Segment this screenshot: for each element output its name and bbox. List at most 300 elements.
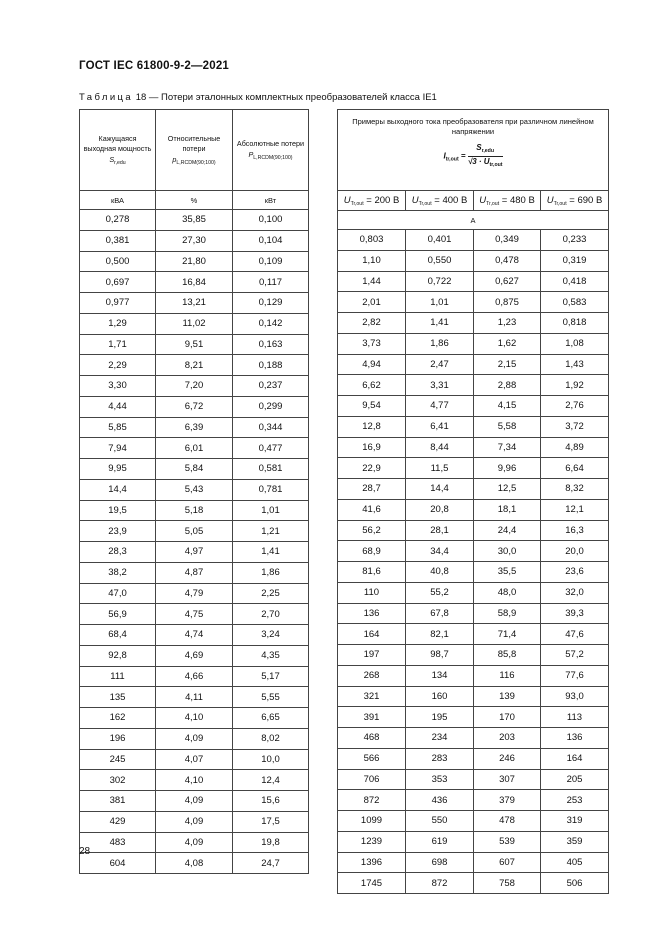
cell-current-480v: 7,34 — [474, 437, 541, 458]
cell-current-480v: 1,62 — [474, 333, 541, 354]
voltage-value: = 480 В — [501, 194, 535, 206]
cell-relative-losses: 4,69 — [156, 645, 233, 666]
header-voltage-400 — [406, 191, 474, 211]
table-row — [80, 749, 309, 770]
cell-current-480v: 478 — [474, 811, 541, 832]
cell-apparent-power: 381 — [80, 791, 156, 812]
table-row — [338, 562, 609, 583]
voltage-symbol: U — [479, 194, 487, 206]
cell-current-200v: 4,94 — [338, 354, 406, 375]
cell-current-400v: 0,722 — [406, 271, 474, 292]
table-row — [80, 251, 309, 272]
cell-apparent-power: 5,85 — [80, 417, 156, 438]
cell-current-200v: 1396 — [338, 852, 406, 873]
table-row — [338, 852, 609, 873]
cell-current-400v: 28,1 — [406, 520, 474, 541]
cell-current-690v: 205 — [541, 769, 609, 790]
table-row — [80, 708, 309, 729]
table-row — [338, 230, 609, 251]
cell-absolute-losses: 0,109 — [233, 251, 309, 272]
cell-absolute-losses: 0,781 — [233, 479, 309, 500]
header-apparent-power-text: Кажущаяся выходная мощность — [83, 134, 152, 153]
unit-kw: кВт — [233, 191, 309, 210]
cell-current-400v: 55,2 — [406, 582, 474, 603]
cell-current-400v: 67,8 — [406, 603, 474, 624]
cell-apparent-power: 1,71 — [80, 334, 156, 355]
header-absolute-losses-sub: L,RCDM(90;100) — [253, 155, 293, 161]
cell-current-690v: 47,6 — [541, 624, 609, 645]
header-absolute-losses — [233, 110, 309, 191]
cell-absolute-losses: 0,163 — [233, 334, 309, 355]
cell-relative-losses: 4,87 — [156, 562, 233, 583]
table-row — [80, 791, 309, 812]
cell-apparent-power: 4,44 — [80, 396, 156, 417]
table-row — [338, 292, 609, 313]
cell-current-200v: 6,62 — [338, 375, 406, 396]
cell-apparent-power: 0,381 — [80, 230, 156, 251]
cell-current-690v: 0,818 — [541, 313, 609, 334]
cell-apparent-power: 483 — [80, 832, 156, 853]
table-row — [338, 458, 609, 479]
cell-relative-losses: 11,02 — [156, 313, 233, 334]
cell-relative-losses: 4,74 — [156, 625, 233, 646]
cell-current-690v: 2,76 — [541, 396, 609, 417]
cell-current-690v: 4,89 — [541, 437, 609, 458]
cell-relative-losses: 27,30 — [156, 230, 233, 251]
cell-apparent-power: 7,94 — [80, 438, 156, 459]
cell-current-480v: 2,15 — [474, 354, 541, 375]
table-row — [338, 769, 609, 790]
cell-absolute-losses: 1,41 — [233, 542, 309, 563]
cell-absolute-losses: 0,117 — [233, 272, 309, 293]
cell-current-480v: 18,1 — [474, 499, 541, 520]
cell-current-480v: 1,23 — [474, 313, 541, 334]
cell-current-200v: 22,9 — [338, 458, 406, 479]
table-row — [338, 499, 609, 520]
cell-current-200v: 391 — [338, 707, 406, 728]
cell-relative-losses: 4,10 — [156, 708, 233, 729]
cell-absolute-losses: 0,477 — [233, 438, 309, 459]
cell-relative-losses: 6,01 — [156, 438, 233, 459]
cell-absolute-losses: 4,35 — [233, 645, 309, 666]
cell-current-480v: 35,5 — [474, 562, 541, 583]
cell-relative-losses: 4,11 — [156, 687, 233, 708]
output-current-table — [337, 109, 609, 894]
cell-current-200v: 566 — [338, 748, 406, 769]
cell-current-480v: 71,4 — [474, 624, 541, 645]
voltage-value: = 200 В — [366, 194, 400, 206]
table-row — [338, 271, 609, 292]
table-row — [338, 831, 609, 852]
table-row — [338, 416, 609, 437]
formula-equals: = — [460, 151, 466, 161]
cell-current-480v: 246 — [474, 748, 541, 769]
table-row — [338, 686, 609, 707]
cell-current-200v: 12,8 — [338, 416, 406, 437]
cell-current-200v: 706 — [338, 769, 406, 790]
cell-absolute-losses: 0,237 — [233, 376, 309, 397]
cell-current-480v: 139 — [474, 686, 541, 707]
table-row — [338, 250, 609, 271]
cell-current-400v: 872 — [406, 873, 474, 894]
header-relative-losses-text: Относительные потери — [167, 134, 221, 153]
cell-current-200v: 2,82 — [338, 313, 406, 334]
voltage-symbol: U — [546, 194, 554, 206]
table-row — [80, 832, 309, 853]
header-voltage-200 — [338, 191, 406, 211]
cell-relative-losses: 35,85 — [156, 210, 233, 231]
cell-current-480v: 116 — [474, 665, 541, 686]
cell-relative-losses: 4,75 — [156, 604, 233, 625]
unit-kva: кВА — [80, 191, 156, 210]
cell-current-400v: 619 — [406, 831, 474, 852]
cell-relative-losses: 6,39 — [156, 417, 233, 438]
cell-current-200v: 3,73 — [338, 333, 406, 354]
cell-absolute-losses: 0,104 — [233, 230, 309, 251]
cell-relative-losses: 7,20 — [156, 376, 233, 397]
table-row — [80, 645, 309, 666]
table-row — [338, 437, 609, 458]
cell-absolute-losses: 0,142 — [233, 313, 309, 334]
cell-current-480v: 4,15 — [474, 396, 541, 417]
cell-absolute-losses: 0,299 — [233, 396, 309, 417]
table-row — [80, 666, 309, 687]
cell-current-480v: 0,478 — [474, 250, 541, 271]
cell-absolute-losses: 3,24 — [233, 625, 309, 646]
formula-denominator: √3 · U — [467, 156, 490, 166]
table-row — [338, 333, 609, 354]
cell-absolute-losses: 2,70 — [233, 604, 309, 625]
cell-relative-losses: 5,84 — [156, 459, 233, 480]
cell-relative-losses: 4,79 — [156, 583, 233, 604]
table-row — [338, 665, 609, 686]
cell-current-480v: 9,96 — [474, 458, 541, 479]
cell-current-200v: 1,10 — [338, 250, 406, 271]
table-row — [80, 334, 309, 355]
table-row — [80, 230, 309, 251]
cell-current-400v: 20,8 — [406, 499, 474, 520]
cell-absolute-losses: 5,17 — [233, 666, 309, 687]
cell-current-690v: 32,0 — [541, 582, 609, 603]
table-row — [80, 355, 309, 376]
formula-lhs-sub: tr,out — [445, 156, 459, 163]
caption-text: 18 — Потери эталонных комплектных преобразователей класса IE1 — [135, 92, 437, 103]
cell-current-480v: 24,4 — [474, 520, 541, 541]
header-relative-losses-sub: L,RCDM(90;100) — [176, 160, 216, 166]
cell-relative-losses: 4,97 — [156, 542, 233, 563]
cell-current-690v: 1,43 — [541, 354, 609, 375]
cell-relative-losses: 6,72 — [156, 396, 233, 417]
header-relative-losses-symbol: p — [172, 155, 177, 164]
cell-absolute-losses: 1,21 — [233, 521, 309, 542]
cell-apparent-power: 0,500 — [80, 251, 156, 272]
cell-relative-losses: 4,09 — [156, 728, 233, 749]
cell-current-690v: 319 — [541, 811, 609, 832]
cell-absolute-losses: 19,8 — [233, 832, 309, 853]
cell-absolute-losses: 0,100 — [233, 210, 309, 231]
table-row — [338, 479, 609, 500]
cell-current-200v: 872 — [338, 790, 406, 811]
cell-relative-losses: 5,43 — [156, 479, 233, 500]
cell-apparent-power: 245 — [80, 749, 156, 770]
cell-current-200v: 164 — [338, 624, 406, 645]
cell-apparent-power: 0,278 — [80, 210, 156, 231]
cell-apparent-power: 2,29 — [80, 355, 156, 376]
voltage-value: = 400 В — [434, 194, 468, 206]
cell-apparent-power: 19,5 — [80, 500, 156, 521]
cell-relative-losses: 13,21 — [156, 293, 233, 314]
cell-current-400v: 4,77 — [406, 396, 474, 417]
cell-current-200v: 41,6 — [338, 499, 406, 520]
table-row — [338, 624, 609, 645]
cell-current-400v: 1,86 — [406, 333, 474, 354]
table-row — [80, 604, 309, 625]
cell-current-200v: 268 — [338, 665, 406, 686]
cell-current-400v: 6,41 — [406, 416, 474, 437]
cell-current-400v: 436 — [406, 790, 474, 811]
header-output-current-title: Примеры выходного тока преобразователя при различном линейном напряжении — [352, 116, 594, 136]
cell-current-400v: 8,44 — [406, 437, 474, 458]
cell-relative-losses: 5,18 — [156, 500, 233, 521]
cell-apparent-power: 604 — [80, 853, 156, 874]
cell-absolute-losses: 1,01 — [233, 500, 309, 521]
table-row — [80, 313, 309, 334]
voltage-symbol: U — [343, 194, 351, 206]
table-row — [338, 520, 609, 541]
table-row — [338, 603, 609, 624]
cell-current-200v: 9,54 — [338, 396, 406, 417]
cell-current-480v: 85,8 — [474, 645, 541, 666]
cell-current-690v: 359 — [541, 831, 609, 852]
voltage-sub: Tr,out — [553, 200, 567, 207]
cell-apparent-power: 196 — [80, 728, 156, 749]
cell-current-690v: 1,08 — [541, 333, 609, 354]
cell-apparent-power: 9,95 — [80, 459, 156, 480]
cell-current-200v: 81,6 — [338, 562, 406, 583]
cell-current-400v: 14,4 — [406, 479, 474, 500]
cell-current-200v: 1239 — [338, 831, 406, 852]
cell-current-690v: 6,64 — [541, 458, 609, 479]
table-caption — [79, 92, 437, 103]
cell-current-200v: 1099 — [338, 811, 406, 832]
cell-current-690v: 93,0 — [541, 686, 609, 707]
voltage-sub: Tr,out — [350, 200, 364, 207]
cell-current-690v: 253 — [541, 790, 609, 811]
cell-absolute-losses: 8,02 — [233, 728, 309, 749]
cell-absolute-losses: 5,55 — [233, 687, 309, 708]
table-row — [338, 541, 609, 562]
cell-current-690v: 39,3 — [541, 603, 609, 624]
cell-current-400v: 698 — [406, 852, 474, 873]
cell-apparent-power: 14,4 — [80, 479, 156, 500]
formula-denominator-sub: tr,out — [489, 161, 503, 168]
cell-apparent-power: 28,3 — [80, 542, 156, 563]
cell-relative-losses: 16,84 — [156, 272, 233, 293]
cell-current-690v: 8,32 — [541, 479, 609, 500]
formula-numerator: S — [476, 142, 482, 152]
table-row — [338, 873, 609, 894]
cell-current-690v: 164 — [541, 748, 609, 769]
table-row — [80, 272, 309, 293]
cell-current-690v: 12,1 — [541, 499, 609, 520]
header-relative-losses — [156, 110, 233, 191]
cell-current-400v: 82,1 — [406, 624, 474, 645]
page-number: 28 — [79, 846, 91, 857]
cell-current-400v: 3,31 — [406, 375, 474, 396]
cell-current-480v: 307 — [474, 769, 541, 790]
cell-current-200v: 0,803 — [338, 230, 406, 251]
cell-current-200v: 2,01 — [338, 292, 406, 313]
cell-apparent-power: 3,30 — [80, 376, 156, 397]
table-row — [80, 459, 309, 480]
cell-current-200v: 1,44 — [338, 271, 406, 292]
cell-relative-losses: 9,51 — [156, 334, 233, 355]
cell-current-480v: 0,875 — [474, 292, 541, 313]
caption-word: Таблица — [79, 92, 134, 103]
voltage-sub: Tr,out — [418, 200, 432, 207]
cell-current-690v: 0,233 — [541, 230, 609, 251]
cell-current-400v: 1,01 — [406, 292, 474, 313]
cell-current-200v: 68,9 — [338, 541, 406, 562]
current-formula — [443, 143, 502, 170]
power-loss-table — [79, 109, 309, 874]
table-row — [338, 582, 609, 603]
cell-current-200v: 321 — [338, 686, 406, 707]
cell-current-690v: 1,92 — [541, 375, 609, 396]
cell-absolute-losses: 12,4 — [233, 770, 309, 791]
cell-current-690v: 405 — [541, 852, 609, 873]
unit-ampere: А — [338, 211, 609, 230]
cell-current-480v: 607 — [474, 852, 541, 873]
table-row — [338, 396, 609, 417]
cell-apparent-power: 23,9 — [80, 521, 156, 542]
table-row — [80, 479, 309, 500]
cell-absolute-losses: 0,188 — [233, 355, 309, 376]
voltage-value: = 690 В — [569, 194, 603, 206]
cell-current-400v: 550 — [406, 811, 474, 832]
cell-current-200v: 110 — [338, 582, 406, 603]
cell-current-200v: 1745 — [338, 873, 406, 894]
cell-current-400v: 283 — [406, 748, 474, 769]
document-header: ГОСТ IEC 61800-9-2—2021 — [79, 60, 230, 72]
cell-current-690v: 113 — [541, 707, 609, 728]
cell-current-400v: 40,8 — [406, 562, 474, 583]
table-row — [80, 500, 309, 521]
header-absolute-losses-symbol: P — [248, 150, 254, 159]
cell-current-480v: 203 — [474, 728, 541, 749]
cell-current-400v: 1,41 — [406, 313, 474, 334]
cell-current-480v: 48,0 — [474, 582, 541, 603]
cell-current-690v: 20,0 — [541, 541, 609, 562]
cell-current-480v: 12,5 — [474, 479, 541, 500]
cell-current-690v: 0,319 — [541, 250, 609, 271]
table-row — [338, 748, 609, 769]
table-row — [338, 354, 609, 375]
table-row — [80, 728, 309, 749]
table-row — [338, 811, 609, 832]
table-row — [80, 687, 309, 708]
cell-current-480v: 170 — [474, 707, 541, 728]
table-row — [80, 583, 309, 604]
table-row — [80, 396, 309, 417]
cell-absolute-losses: 0,129 — [233, 293, 309, 314]
table-row — [80, 811, 309, 832]
table-row — [80, 293, 309, 314]
cell-current-400v: 134 — [406, 665, 474, 686]
cell-apparent-power: 111 — [80, 666, 156, 687]
cell-current-400v: 11,5 — [406, 458, 474, 479]
voltage-sub: Tr,out — [486, 200, 500, 207]
cell-current-200v: 16,9 — [338, 437, 406, 458]
table-row — [80, 521, 309, 542]
cell-current-200v: 28,7 — [338, 479, 406, 500]
cell-apparent-power: 38,2 — [80, 562, 156, 583]
cell-current-480v: 0,627 — [474, 271, 541, 292]
cell-absolute-losses: 0,581 — [233, 459, 309, 480]
cell-relative-losses: 4,07 — [156, 749, 233, 770]
formula-lhs: I — [443, 151, 446, 161]
cell-apparent-power: 429 — [80, 811, 156, 832]
cell-current-690v: 23,6 — [541, 562, 609, 583]
table-row — [80, 210, 309, 231]
table-row — [80, 542, 309, 563]
cell-absolute-losses: 24,7 — [233, 853, 309, 874]
header-apparent-power — [80, 110, 156, 191]
cell-apparent-power: 47,0 — [80, 583, 156, 604]
cell-relative-losses: 5,05 — [156, 521, 233, 542]
cell-current-480v: 58,9 — [474, 603, 541, 624]
cell-current-200v: 56,2 — [338, 520, 406, 541]
cell-current-690v: 0,418 — [541, 271, 609, 292]
cell-current-400v: 34,4 — [406, 541, 474, 562]
table-row — [80, 853, 309, 874]
cell-relative-losses: 8,21 — [156, 355, 233, 376]
cell-current-690v: 77,6 — [541, 665, 609, 686]
cell-current-200v: 136 — [338, 603, 406, 624]
cell-apparent-power: 92,8 — [80, 645, 156, 666]
cell-apparent-power: 302 — [80, 770, 156, 791]
cell-apparent-power: 1,29 — [80, 313, 156, 334]
unit-percent: % — [156, 191, 233, 210]
cell-current-690v: 136 — [541, 728, 609, 749]
cell-current-690v: 16,3 — [541, 520, 609, 541]
table-row — [338, 313, 609, 334]
cell-relative-losses: 21,80 — [156, 251, 233, 272]
cell-current-200v: 197 — [338, 645, 406, 666]
cell-current-480v: 379 — [474, 790, 541, 811]
cell-relative-losses: 4,09 — [156, 832, 233, 853]
cell-absolute-losses: 2,25 — [233, 583, 309, 604]
cell-absolute-losses: 10,0 — [233, 749, 309, 770]
table-row — [80, 625, 309, 646]
header-apparent-power-sub: r,edu — [114, 160, 126, 166]
table-row — [338, 728, 609, 749]
cell-apparent-power: 0,697 — [80, 272, 156, 293]
cell-current-400v: 160 — [406, 686, 474, 707]
cell-absolute-losses: 15,6 — [233, 791, 309, 812]
cell-apparent-power: 56,9 — [80, 604, 156, 625]
cell-current-400v: 353 — [406, 769, 474, 790]
cell-relative-losses: 4,10 — [156, 770, 233, 791]
table-row — [80, 770, 309, 791]
cell-current-400v: 0,550 — [406, 250, 474, 271]
cell-current-690v: 57,2 — [541, 645, 609, 666]
cell-current-480v: 539 — [474, 831, 541, 852]
cell-relative-losses: 4,09 — [156, 811, 233, 832]
table-row — [80, 562, 309, 583]
cell-apparent-power: 162 — [80, 708, 156, 729]
table-row — [338, 707, 609, 728]
